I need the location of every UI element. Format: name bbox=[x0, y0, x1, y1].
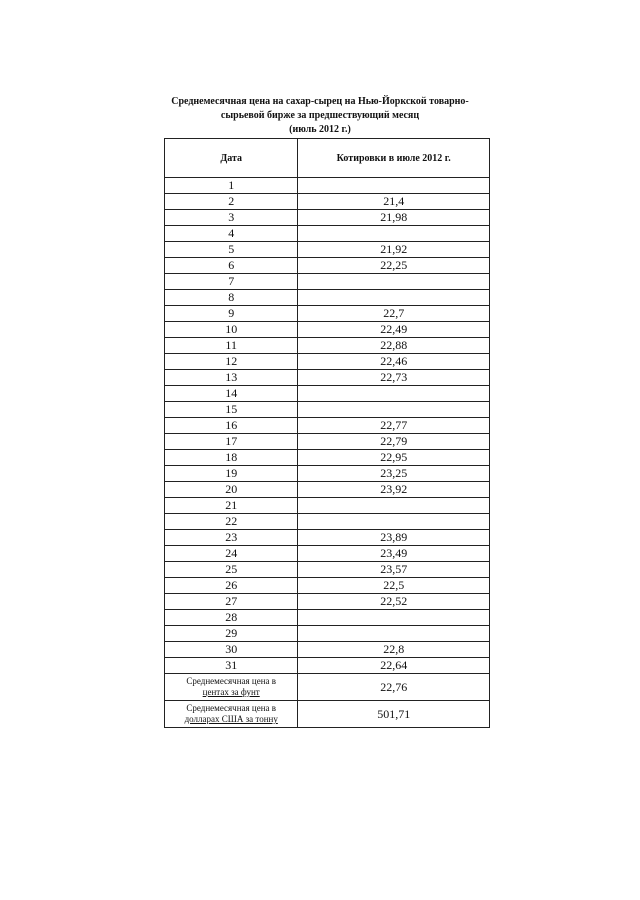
table-body bbox=[165, 178, 490, 728]
quote-cell: 21,4 bbox=[298, 194, 490, 210]
quote-cell: 22,5 bbox=[298, 578, 490, 594]
quote-cell bbox=[298, 610, 490, 626]
date-cell: 8 bbox=[165, 290, 298, 306]
date-cell: 24 bbox=[165, 546, 298, 562]
date-cell: 4 bbox=[165, 226, 298, 242]
quote-cell: 22,88 bbox=[298, 338, 490, 354]
quote-cell: 21,92 bbox=[298, 242, 490, 258]
table-row bbox=[165, 658, 490, 674]
table-row bbox=[165, 210, 490, 226]
quote-cell: 23,89 bbox=[298, 530, 490, 546]
quote-cell bbox=[298, 402, 490, 418]
date-cell: 26 bbox=[165, 578, 298, 594]
date-cell: 18 bbox=[165, 450, 298, 466]
summary-row bbox=[165, 701, 490, 728]
summary-label-line: Среднемесячная цена в bbox=[186, 676, 277, 686]
table-row bbox=[165, 258, 490, 274]
table-row bbox=[165, 594, 490, 610]
date-cell: 31 bbox=[165, 658, 298, 674]
quote-cell bbox=[298, 226, 490, 242]
summary-value-cell: 22,76 bbox=[298, 674, 490, 701]
date-cell: 29 bbox=[165, 626, 298, 642]
summary-row bbox=[165, 674, 490, 701]
table-row bbox=[165, 498, 490, 514]
quote-cell bbox=[298, 498, 490, 514]
date-cell: 25 bbox=[165, 562, 298, 578]
date-cell: 23 bbox=[165, 530, 298, 546]
document-title bbox=[150, 95, 490, 137]
table-row bbox=[165, 466, 490, 482]
table-row bbox=[165, 322, 490, 338]
date-cell: 30 bbox=[165, 642, 298, 658]
quote-cell bbox=[298, 386, 490, 402]
date-cell: 2 bbox=[165, 194, 298, 210]
column-header-date: Дата bbox=[165, 139, 298, 178]
date-cell: 5 bbox=[165, 242, 298, 258]
table-row bbox=[165, 418, 490, 434]
table-row bbox=[165, 242, 490, 258]
table-row bbox=[165, 562, 490, 578]
table-row bbox=[165, 386, 490, 402]
quote-cell: 22,95 bbox=[298, 450, 490, 466]
table-row bbox=[165, 370, 490, 386]
date-cell: 16 bbox=[165, 418, 298, 434]
table-row bbox=[165, 546, 490, 562]
table-row bbox=[165, 354, 490, 370]
date-cell: 12 bbox=[165, 354, 298, 370]
date-cell: 20 bbox=[165, 482, 298, 498]
quote-cell: 22,64 bbox=[298, 658, 490, 674]
quote-cell: 23,92 bbox=[298, 482, 490, 498]
date-cell: 1 bbox=[165, 178, 298, 194]
quote-cell: 22,49 bbox=[298, 322, 490, 338]
table-row bbox=[165, 178, 490, 194]
date-cell: 14 bbox=[165, 386, 298, 402]
quote-cell: 23,57 bbox=[298, 562, 490, 578]
table-row bbox=[165, 306, 490, 322]
table-row bbox=[165, 194, 490, 210]
quote-cell bbox=[298, 290, 490, 306]
quote-cell: 22,7 bbox=[298, 306, 490, 322]
date-cell: 17 bbox=[165, 434, 298, 450]
quote-cell bbox=[298, 274, 490, 290]
quote-cell: 23,49 bbox=[298, 546, 490, 562]
quote-cell bbox=[298, 178, 490, 194]
date-cell: 27 bbox=[165, 594, 298, 610]
date-cell: 3 bbox=[165, 210, 298, 226]
quote-cell: 22,8 bbox=[298, 642, 490, 658]
title-line-3: (июль 2012 г.) bbox=[289, 124, 351, 135]
date-cell: 15 bbox=[165, 402, 298, 418]
quote-cell bbox=[298, 514, 490, 530]
quote-cell: 22,25 bbox=[298, 258, 490, 274]
summary-label-line: долларах США за тонну bbox=[184, 714, 278, 724]
table-row bbox=[165, 338, 490, 354]
table-row bbox=[165, 626, 490, 642]
date-cell: 28 bbox=[165, 610, 298, 626]
summary-value-cell: 501,71 bbox=[298, 701, 490, 728]
column-header-quotes: Котировки в июле 2012 г. bbox=[298, 139, 490, 178]
table-row bbox=[165, 226, 490, 242]
table-row bbox=[165, 402, 490, 418]
table-row bbox=[165, 274, 490, 290]
date-cell: 19 bbox=[165, 466, 298, 482]
table-row bbox=[165, 290, 490, 306]
quote-cell bbox=[298, 626, 490, 642]
quote-cell: 22,73 bbox=[298, 370, 490, 386]
summary-label-cell bbox=[165, 674, 298, 701]
quote-cell: 22,79 bbox=[298, 434, 490, 450]
title-line-2: сырьевой бирже за предшествующий месяц bbox=[220, 110, 420, 121]
summary-label-cell bbox=[165, 701, 298, 728]
table-row bbox=[165, 642, 490, 658]
date-cell: 7 bbox=[165, 274, 298, 290]
date-cell: 22 bbox=[165, 514, 298, 530]
date-cell: 10 bbox=[165, 322, 298, 338]
title-line-1: Среднемесячная цена на сахар-сырец на Нью-Йоркской товарно- bbox=[171, 96, 469, 107]
summary-label-line: Среднемесячная цена в bbox=[186, 703, 277, 713]
date-cell: 9 bbox=[165, 306, 298, 322]
quote-cell: 22,52 bbox=[298, 594, 490, 610]
quote-cell: 22,77 bbox=[298, 418, 490, 434]
table-row bbox=[165, 610, 490, 626]
table-header-row bbox=[165, 139, 490, 178]
table-row bbox=[165, 482, 490, 498]
table-row bbox=[165, 434, 490, 450]
table-row bbox=[165, 450, 490, 466]
table-row bbox=[165, 578, 490, 594]
table-row bbox=[165, 514, 490, 530]
date-cell: 6 bbox=[165, 258, 298, 274]
quote-cell: 22,46 bbox=[298, 354, 490, 370]
table-row bbox=[165, 530, 490, 546]
date-cell: 21 bbox=[165, 498, 298, 514]
quote-cell: 23,25 bbox=[298, 466, 490, 482]
summary-label-line: центах за фунт bbox=[202, 687, 260, 697]
quotes-table bbox=[164, 138, 490, 728]
date-cell: 13 bbox=[165, 370, 298, 386]
date-cell: 11 bbox=[165, 338, 298, 354]
quote-cell: 21,98 bbox=[298, 210, 490, 226]
